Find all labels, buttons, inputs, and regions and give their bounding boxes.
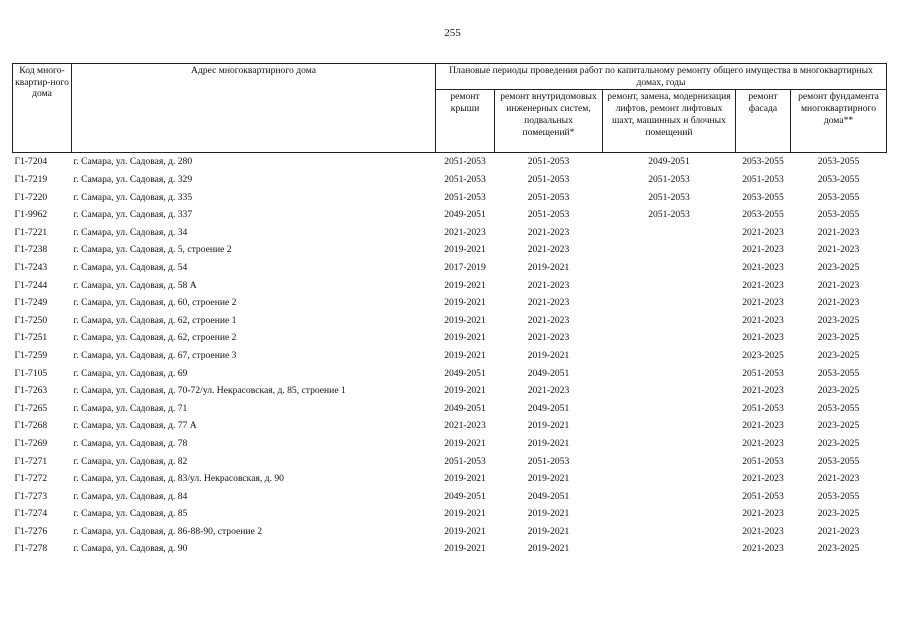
- foundation-period-cell: 2021-2023: [817, 244, 860, 256]
- code-cell: Г1-7268: [14, 420, 48, 432]
- engineering-period-cell: 2021-2023: [527, 332, 570, 344]
- engineering-period-cell: 2049-2051: [527, 490, 570, 502]
- table-row: [13, 259, 887, 277]
- engineering-period-cell: 2021-2023: [527, 297, 570, 309]
- address-cell: г. Самара, ул. Садовая, д. 62, строение 1: [73, 314, 237, 326]
- foundation-period-cell: 2053-2055: [817, 174, 860, 185]
- foundation-period-cell: 2021-2023: [817, 279, 860, 291]
- table-row: [13, 153, 887, 171]
- elevators-period-cell: [603, 347, 736, 365]
- table-row: [13, 224, 887, 242]
- address-cell: г. Самара, ул. Садовая, д. 86-88-90, строение 2: [73, 525, 262, 537]
- address-cell: г. Самара, ул. Садовая, д. 337: [73, 209, 193, 221]
- table-row: [13, 523, 887, 541]
- facade-period-cell: 2023-2025: [742, 349, 784, 361]
- engineering-period-cell: 2021-2023: [527, 279, 570, 291]
- col-header-engineering: ремонт внутридомовых инженерных систем, подвальных помещений*: [495, 90, 603, 153]
- facade-period-cell: 2053-2055: [742, 191, 784, 203]
- roof-period-cell: 2019-2021: [444, 385, 486, 397]
- roof-period-cell: 2021-2023: [444, 226, 486, 238]
- table-row: [13, 488, 887, 506]
- facade-period-cell: 2021-2023: [742, 508, 784, 520]
- roof-period-cell: 2019-2021: [444, 279, 486, 291]
- engineering-period-cell: 2019-2021: [527, 473, 570, 485]
- facade-period-cell: 2021-2023: [742, 332, 784, 344]
- facade-period-cell: 2021-2023: [742, 244, 784, 256]
- col-header-elevators: ремонт, замена, модернизация лифтов, ремонт лифтовых шахт, машинных и блочных помещений: [603, 90, 736, 153]
- foundation-period-cell: 2053-2055: [817, 367, 860, 379]
- code-cell: Г1-7263: [14, 385, 48, 397]
- facade-period-cell: 2021-2023: [742, 420, 784, 432]
- elevators-period-cell: 2051-2053: [648, 174, 690, 185]
- col-header-roof: ремонт крыши: [436, 90, 495, 153]
- facade-period-cell: 2021-2023: [742, 279, 784, 291]
- code-cell: Г1-7220: [14, 191, 48, 203]
- engineering-period-cell: 2021-2023: [527, 226, 570, 238]
- table-row: [13, 453, 887, 471]
- facade-period-cell: 2021-2023: [742, 314, 784, 326]
- roof-period-cell: 2049-2051: [444, 490, 486, 502]
- table-row: [13, 540, 887, 558]
- code-cell: Г1-7278: [14, 543, 48, 555]
- roof-period-cell: 2049-2051: [444, 402, 486, 414]
- col-header-code: Код много-квартир-ного дома: [13, 64, 72, 153]
- facade-period-cell: 2021-2023: [742, 226, 784, 238]
- address-cell: г. Самара, ул. Садовая, д. 5, строение 2: [73, 244, 232, 256]
- elevators-period-cell: [603, 453, 736, 471]
- address-cell: г. Самара, ул. Садовая, д. 69: [73, 367, 188, 379]
- table-row: [13, 435, 887, 453]
- roof-period-cell: 2019-2021: [444, 349, 486, 361]
- table-row: [13, 400, 887, 418]
- address-cell: г. Самара, ул. Садовая, д. 280: [73, 156, 193, 168]
- elevators-period-cell: [603, 488, 736, 506]
- facade-period-cell: 2051-2053: [742, 455, 784, 467]
- elevators-period-cell: [603, 523, 736, 541]
- foundation-period-cell: 2023-2025: [817, 314, 860, 326]
- roof-period-cell: 2051-2053: [444, 174, 486, 185]
- table-row: [13, 189, 887, 207]
- engineering-period-cell: 2019-2021: [527, 543, 570, 555]
- table-row: [13, 171, 887, 189]
- engineering-period-cell: 2051-2053: [527, 455, 570, 467]
- facade-period-cell: 2021-2023: [742, 473, 784, 485]
- roof-period-cell: 2017-2019: [444, 261, 486, 273]
- facade-period-cell: 2021-2023: [742, 297, 784, 309]
- roof-period-cell: 2019-2021: [444, 437, 486, 449]
- address-cell: г. Самара, ул. Садовая, д. 54: [73, 261, 188, 273]
- address-cell: г. Самара, ул. Садовая, д. 90: [73, 543, 188, 555]
- elevators-period-cell: 2051-2053: [648, 209, 690, 221]
- engineering-period-cell: 2019-2021: [527, 508, 570, 520]
- address-cell: г. Самара, ул. Садовая, д. 77 А: [73, 420, 197, 432]
- facade-period-cell: 2051-2053: [742, 174, 784, 185]
- elevators-period-cell: [603, 312, 736, 330]
- foundation-period-cell: 2023-2025: [817, 437, 860, 449]
- elevators-period-cell: [603, 241, 736, 259]
- col-header-periods: Плановые периоды проведения работ по капитальному ремонту общего имущества в многоквартирных домах, годы: [436, 64, 887, 90]
- engineering-period-cell: 2051-2053: [527, 209, 570, 221]
- facade-period-cell: 2021-2023: [742, 543, 784, 555]
- elevators-period-cell: [603, 329, 736, 347]
- elevators-period-cell: 2051-2053: [648, 191, 690, 203]
- foundation-period-cell: 2021-2023: [817, 473, 860, 485]
- roof-period-cell: 2019-2021: [444, 508, 486, 520]
- foundation-period-cell: 2021-2023: [817, 297, 860, 309]
- table-row: [13, 365, 887, 383]
- foundation-period-cell: 2023-2025: [817, 349, 860, 361]
- address-cell: г. Самара, ул. Садовая, д. 84: [73, 490, 188, 502]
- foundation-period-cell: 2023-2025: [817, 332, 860, 344]
- roof-period-cell: 2019-2021: [444, 244, 486, 256]
- foundation-period-cell: 2023-2025: [817, 385, 860, 397]
- roof-period-cell: 2019-2021: [444, 543, 486, 555]
- code-cell: Г1-7271: [14, 455, 48, 467]
- code-cell: Г1-7272: [14, 473, 48, 485]
- code-cell: Г1-7105: [14, 367, 48, 379]
- code-cell: Г1-7251: [14, 332, 48, 344]
- col-header-address: Адрес многоквартирного дома: [72, 64, 436, 153]
- roof-period-cell: 2051-2053: [444, 455, 486, 467]
- elevators-period-cell: [603, 400, 736, 418]
- foundation-period-cell: 2023-2025: [817, 420, 860, 432]
- table-body: [13, 153, 887, 558]
- facade-period-cell: 2021-2023: [742, 437, 784, 449]
- code-cell: Г1-7249: [14, 297, 48, 309]
- engineering-period-cell: 2019-2021: [527, 420, 570, 432]
- foundation-period-cell: 2021-2023: [817, 525, 860, 537]
- elevators-period-cell: [603, 382, 736, 400]
- roof-period-cell: 2049-2051: [444, 209, 486, 221]
- code-cell: Г1-7269: [14, 437, 48, 449]
- address-cell: г. Самара, ул. Садовая, д. 329: [73, 174, 193, 185]
- elevators-period-cell: [603, 505, 736, 523]
- table-row: [13, 241, 887, 259]
- address-cell: г. Самара, ул. Садовая, д. 70-72/ул. Некрасовская, д. 85, строение 1: [73, 385, 346, 397]
- table-row: [13, 347, 887, 365]
- code-cell: Г1-7219: [14, 174, 48, 185]
- engineering-period-cell: 2019-2021: [527, 261, 570, 273]
- facade-period-cell: 2053-2055: [742, 209, 784, 221]
- engineering-period-cell: 2021-2023: [527, 244, 570, 256]
- code-cell: Г1-7250: [14, 314, 48, 326]
- foundation-period-cell: 2023-2025: [817, 261, 860, 273]
- facade-period-cell: 2051-2053: [742, 367, 784, 379]
- code-cell: Г1-7221: [14, 226, 48, 238]
- code-cell: Г1-7273: [14, 490, 48, 502]
- facade-period-cell: 2053-2055: [742, 156, 784, 168]
- engineering-period-cell: 2019-2021: [527, 525, 570, 537]
- code-cell: Г1-7238: [14, 244, 48, 256]
- code-cell: Г1-7276: [14, 525, 48, 537]
- address-cell: г. Самара, ул. Садовая, д. 78: [73, 437, 188, 449]
- engineering-period-cell: 2051-2053: [527, 191, 570, 203]
- address-cell: г. Самара, ул. Садовая, д. 34: [73, 226, 188, 238]
- engineering-period-cell: 2019-2021: [527, 349, 570, 361]
- engineering-period-cell: 2021-2023: [527, 385, 570, 397]
- elevators-period-cell: [603, 417, 736, 435]
- engineering-period-cell: 2019-2021: [527, 437, 570, 449]
- address-cell: г. Самара, ул. Садовая, д. 335: [73, 191, 193, 203]
- elevators-period-cell: [603, 540, 736, 558]
- roof-period-cell: 2021-2023: [444, 420, 486, 432]
- foundation-period-cell: 2023-2025: [817, 508, 860, 520]
- elevators-period-cell: [603, 435, 736, 453]
- code-cell: Г1-9962: [14, 209, 48, 221]
- facade-period-cell: 2051-2053: [742, 402, 784, 414]
- table-row: [13, 505, 887, 523]
- engineering-period-cell: 2051-2053: [527, 156, 570, 168]
- code-cell: Г1-7274: [14, 508, 48, 520]
- facade-period-cell: 2051-2053: [742, 490, 784, 502]
- address-cell: г. Самара, ул. Садовая, д. 83/ул. Некрасовская, д. 90: [73, 473, 284, 485]
- table-row: [13, 382, 887, 400]
- engineering-period-cell: 2021-2023: [527, 314, 570, 326]
- code-cell: Г1-7259: [14, 349, 48, 361]
- code-cell: Г1-7265: [14, 402, 48, 414]
- facade-period-cell: 2021-2023: [742, 261, 784, 273]
- page-number: 255: [444, 27, 461, 39]
- table-row: [13, 417, 887, 435]
- facade-period-cell: 2021-2023: [742, 525, 784, 537]
- table-row: [13, 470, 887, 488]
- foundation-period-cell: 2053-2055: [817, 402, 860, 414]
- table-row: [13, 312, 887, 330]
- roof-period-cell: 2051-2053: [444, 156, 486, 168]
- col-header-facade: ремонт фасада: [736, 90, 791, 153]
- table-row: [13, 206, 887, 224]
- foundation-period-cell: 2053-2055: [817, 455, 860, 467]
- col-header-foundation: ремонт фундамента многоквартирного дома**: [791, 90, 887, 153]
- address-cell: г. Самара, ул. Садовая, д. 82: [73, 455, 188, 467]
- elevators-period-cell: [603, 259, 736, 277]
- elevators-period-cell: [603, 365, 736, 383]
- foundation-period-cell: 2053-2055: [817, 156, 860, 168]
- address-cell: г. Самара, ул. Садовая, д. 58 А: [73, 279, 197, 291]
- address-cell: г. Самара, ул. Садовая, д. 71: [73, 402, 188, 414]
- foundation-period-cell: 2053-2055: [817, 209, 860, 221]
- address-cell: г. Самара, ул. Садовая, д. 62, строение 2: [73, 332, 237, 344]
- address-cell: г. Самара, ул. Садовая, д. 67, строение 3: [73, 349, 237, 361]
- foundation-period-cell: 2023-2025: [817, 543, 860, 555]
- roof-period-cell: 2019-2021: [444, 473, 486, 485]
- roof-period-cell: 2019-2021: [444, 525, 486, 537]
- foundation-period-cell: 2053-2055: [817, 490, 860, 502]
- table-row: [13, 277, 887, 295]
- roof-period-cell: 2019-2021: [444, 314, 486, 326]
- repair-schedule-table: [12, 63, 887, 558]
- facade-period-cell: 2021-2023: [742, 385, 784, 397]
- elevators-period-cell: [603, 224, 736, 242]
- elevators-period-cell: 2049-2051: [648, 156, 690, 168]
- code-cell: Г1-7204: [14, 156, 48, 168]
- roof-period-cell: 2019-2021: [444, 332, 486, 344]
- elevators-period-cell: [603, 470, 736, 488]
- foundation-period-cell: 2053-2055: [817, 191, 860, 203]
- elevators-period-cell: [603, 277, 736, 295]
- engineering-period-cell: 2049-2051: [527, 402, 570, 414]
- table-row: [13, 294, 887, 312]
- code-cell: Г1-7244: [14, 279, 48, 291]
- table-row: [13, 329, 887, 347]
- address-cell: г. Самара, ул. Садовая, д. 85: [73, 508, 188, 520]
- foundation-period-cell: 2021-2023: [817, 226, 860, 238]
- roof-period-cell: 2051-2053: [444, 191, 486, 203]
- table-header: [13, 64, 887, 153]
- roof-period-cell: 2049-2051: [444, 367, 486, 379]
- engineering-period-cell: 2049-2051: [527, 367, 570, 379]
- roof-period-cell: 2019-2021: [444, 297, 486, 309]
- engineering-period-cell: 2051-2053: [527, 174, 570, 185]
- address-cell: г. Самара, ул. Садовая, д. 60, строение 2: [73, 297, 237, 309]
- code-cell: Г1-7243: [14, 261, 48, 273]
- elevators-period-cell: [603, 294, 736, 312]
